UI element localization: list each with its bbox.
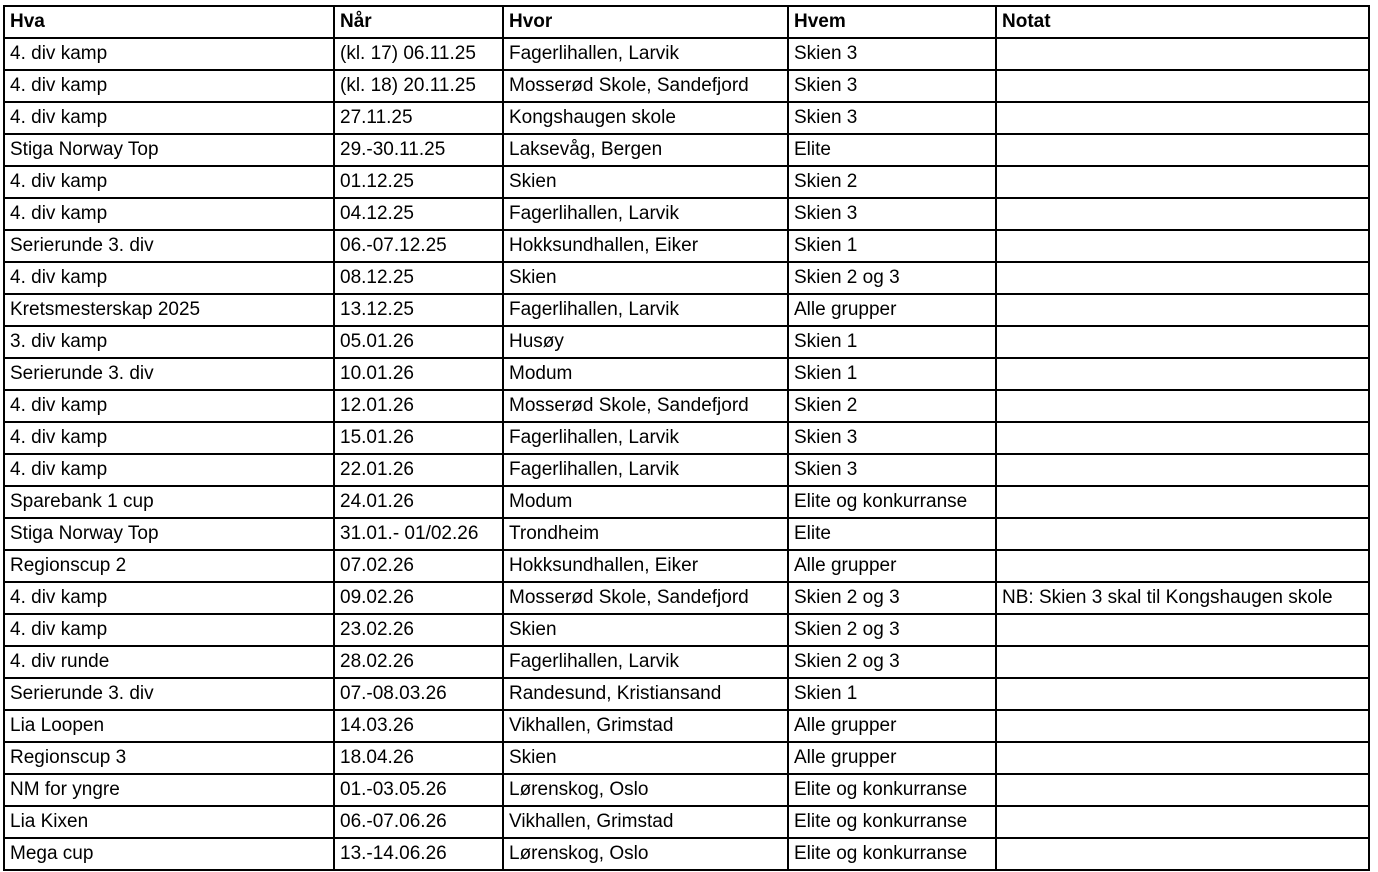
cell-naar: 07.02.26	[334, 550, 503, 582]
cell-naar: 12.01.26	[334, 390, 503, 422]
cell-hvem: Elite og konkurranse	[788, 806, 996, 838]
cell-naar: (kl. 18) 20.11.25	[334, 70, 503, 102]
cell-notat	[996, 102, 1369, 134]
table-row	[4, 678, 1369, 710]
cell-hvem: Alle grupper	[788, 550, 996, 582]
cell-hvor: Fagerlihallen, Larvik	[503, 38, 788, 70]
cell-hvem: Skien 3	[788, 422, 996, 454]
cell-hvor: Fagerlihallen, Larvik	[503, 294, 788, 326]
cell-hva: 4. div kamp	[4, 454, 334, 486]
table-row	[4, 518, 1369, 550]
cell-notat	[996, 358, 1369, 390]
cell-notat	[996, 486, 1369, 518]
cell-hva: Mega cup	[4, 838, 334, 870]
cell-naar: 28.02.26	[334, 646, 503, 678]
column-header-hvor: Hvor	[503, 6, 788, 38]
cell-hvem: Elite	[788, 134, 996, 166]
cell-naar: 01.12.25	[334, 166, 503, 198]
cell-hvem: Alle grupper	[788, 710, 996, 742]
cell-hvor: Skien	[503, 742, 788, 774]
cell-hva: Lia Loopen	[4, 710, 334, 742]
cell-hva: 4. div kamp	[4, 102, 334, 134]
cell-notat	[996, 614, 1369, 646]
cell-hva: Regionscup 2	[4, 550, 334, 582]
cell-hvor: Skien	[503, 262, 788, 294]
cell-notat	[996, 70, 1369, 102]
cell-hvor: Mosserød Skole, Sandefjord	[503, 582, 788, 614]
cell-naar: 15.01.26	[334, 422, 503, 454]
cell-naar: 27.11.25	[334, 102, 503, 134]
cell-hvor: Vikhallen, Grimstad	[503, 806, 788, 838]
table-row	[4, 198, 1369, 230]
cell-hva: Serierunde 3. div	[4, 358, 334, 390]
table-row	[4, 294, 1369, 326]
cell-hvor: Hokksundhallen, Eiker	[503, 230, 788, 262]
header-row	[4, 6, 1369, 38]
cell-naar: 04.12.25	[334, 198, 503, 230]
cell-hva: Stiga Norway Top	[4, 518, 334, 550]
cell-hvor: Trondheim	[503, 518, 788, 550]
cell-hva: 4. div kamp	[4, 390, 334, 422]
cell-naar: 29.-30.11.25	[334, 134, 503, 166]
cell-hva: 4. div kamp	[4, 614, 334, 646]
cell-naar: 06.-07.12.25	[334, 230, 503, 262]
cell-hvor: Mosserød Skole, Sandefjord	[503, 390, 788, 422]
cell-hvor: Hokksundhallen, Eiker	[503, 550, 788, 582]
cell-hvem: Skien 2	[788, 390, 996, 422]
cell-hvor: Skien	[503, 166, 788, 198]
cell-hvem: Elite og konkurranse	[788, 774, 996, 806]
table-body	[4, 38, 1369, 870]
cell-hvem: Skien 2 og 3	[788, 262, 996, 294]
cell-hvem: Skien 2 og 3	[788, 614, 996, 646]
cell-naar: 14.03.26	[334, 710, 503, 742]
table-row	[4, 38, 1369, 70]
table-header	[4, 6, 1369, 38]
cell-hvem: Skien 3	[788, 70, 996, 102]
cell-notat	[996, 678, 1369, 710]
cell-hvem: Elite og konkurranse	[788, 486, 996, 518]
cell-hvor: Kongshaugen skole	[503, 102, 788, 134]
table-row	[4, 838, 1369, 870]
cell-notat	[996, 646, 1369, 678]
cell-hva: Sparebank 1 cup	[4, 486, 334, 518]
cell-hvem: Alle grupper	[788, 742, 996, 774]
cell-hvem: Skien 2 og 3	[788, 582, 996, 614]
cell-hvem: Skien 3	[788, 198, 996, 230]
cell-hvem: Skien 2 og 3	[788, 646, 996, 678]
cell-hvem: Skien 3	[788, 454, 996, 486]
cell-hvem: Skien 3	[788, 102, 996, 134]
table-row	[4, 710, 1369, 742]
cell-notat	[996, 134, 1369, 166]
cell-hvor: Lørenskog, Oslo	[503, 774, 788, 806]
cell-notat	[996, 230, 1369, 262]
cell-hvor: Skien	[503, 614, 788, 646]
cell-naar: 24.01.26	[334, 486, 503, 518]
column-header-hvem: Hvem	[788, 6, 996, 38]
cell-hva: 4. div kamp	[4, 422, 334, 454]
cell-notat	[996, 806, 1369, 838]
cell-hvor: Fagerlihallen, Larvik	[503, 454, 788, 486]
table-row	[4, 390, 1369, 422]
cell-notat	[996, 198, 1369, 230]
table-row	[4, 230, 1369, 262]
cell-hva: 4. div kamp	[4, 582, 334, 614]
cell-notat	[996, 262, 1369, 294]
table-row	[4, 774, 1369, 806]
column-header-hva: Hva	[4, 6, 334, 38]
table-row	[4, 646, 1369, 678]
cell-hvor: Vikhallen, Grimstad	[503, 710, 788, 742]
cell-naar: (kl. 17) 06.11.25	[334, 38, 503, 70]
cell-hva: 4. div kamp	[4, 262, 334, 294]
cell-hva: 4. div kamp	[4, 198, 334, 230]
table-row	[4, 262, 1369, 294]
cell-hvem: Skien 1	[788, 326, 996, 358]
table-row	[4, 806, 1369, 838]
table-row	[4, 614, 1369, 646]
cell-hva: Serierunde 3. div	[4, 678, 334, 710]
cell-hva: Lia Kixen	[4, 806, 334, 838]
cell-naar: 22.01.26	[334, 454, 503, 486]
table-row	[4, 486, 1369, 518]
cell-hva: Regionscup 3	[4, 742, 334, 774]
table-row	[4, 422, 1369, 454]
cell-hva: 4. div kamp	[4, 38, 334, 70]
table-row	[4, 326, 1369, 358]
table-row	[4, 454, 1369, 486]
cell-notat	[996, 326, 1369, 358]
cell-hvor: Husøy	[503, 326, 788, 358]
cell-notat	[996, 518, 1369, 550]
cell-hvem: Alle grupper	[788, 294, 996, 326]
column-header-notat: Notat	[996, 6, 1369, 38]
cell-naar: 18.04.26	[334, 742, 503, 774]
cell-hvem: Skien 1	[788, 230, 996, 262]
cell-naar: 05.01.26	[334, 326, 503, 358]
table-row	[4, 550, 1369, 582]
cell-notat	[996, 838, 1369, 870]
cell-notat	[996, 422, 1369, 454]
cell-notat	[996, 742, 1369, 774]
table-row	[4, 358, 1369, 390]
table-row	[4, 582, 1369, 614]
cell-notat: NB: Skien 3 skal til Kongshaugen skole	[996, 582, 1369, 614]
cell-hvem: Skien 1	[788, 358, 996, 390]
schedule-table	[3, 5, 1370, 871]
cell-notat	[996, 390, 1369, 422]
cell-hvem: Elite og konkurranse	[788, 838, 996, 870]
cell-hva: 4. div kamp	[4, 70, 334, 102]
cell-hvor: Modum	[503, 358, 788, 390]
cell-hva: 4. div runde	[4, 646, 334, 678]
cell-hvor: Modum	[503, 486, 788, 518]
cell-notat	[996, 166, 1369, 198]
cell-naar: 13.12.25	[334, 294, 503, 326]
cell-naar: 01.-03.05.26	[334, 774, 503, 806]
cell-hva: Stiga Norway Top	[4, 134, 334, 166]
table-row	[4, 102, 1369, 134]
table-row	[4, 166, 1369, 198]
cell-naar: 23.02.26	[334, 614, 503, 646]
cell-hva: NM for yngre	[4, 774, 334, 806]
cell-naar: 10.01.26	[334, 358, 503, 390]
cell-hva: Serierunde 3. div	[4, 230, 334, 262]
cell-hvor: Fagerlihallen, Larvik	[503, 198, 788, 230]
cell-notat	[996, 710, 1369, 742]
cell-notat	[996, 294, 1369, 326]
cell-hvor: Mosserød Skole, Sandefjord	[503, 70, 788, 102]
cell-naar: 09.02.26	[334, 582, 503, 614]
cell-naar: 07.-08.03.26	[334, 678, 503, 710]
cell-notat	[996, 774, 1369, 806]
cell-hvor: Laksevåg, Bergen	[503, 134, 788, 166]
cell-hvor: Fagerlihallen, Larvik	[503, 422, 788, 454]
cell-naar: 31.01.- 01/02.26	[334, 518, 503, 550]
cell-hvor: Lørenskog, Oslo	[503, 838, 788, 870]
cell-notat	[996, 38, 1369, 70]
cell-hvem: Elite	[788, 518, 996, 550]
cell-naar: 08.12.25	[334, 262, 503, 294]
cell-hva: Kretsmesterskap 2025	[4, 294, 334, 326]
cell-hvem: Skien 3	[788, 38, 996, 70]
column-header-naar: Når	[334, 6, 503, 38]
cell-hvem: Skien 1	[788, 678, 996, 710]
cell-hvor: Fagerlihallen, Larvik	[503, 646, 788, 678]
cell-notat	[996, 454, 1369, 486]
table-row	[4, 134, 1369, 166]
cell-naar: 13.-14.06.26	[334, 838, 503, 870]
table-row	[4, 742, 1369, 774]
cell-naar: 06.-07.06.26	[334, 806, 503, 838]
table-row	[4, 70, 1369, 102]
cell-notat	[996, 550, 1369, 582]
cell-hvem: Skien 2	[788, 166, 996, 198]
cell-hva: 3. div kamp	[4, 326, 334, 358]
cell-hvor: Randesund, Kristiansand	[503, 678, 788, 710]
cell-hva: 4. div kamp	[4, 166, 334, 198]
